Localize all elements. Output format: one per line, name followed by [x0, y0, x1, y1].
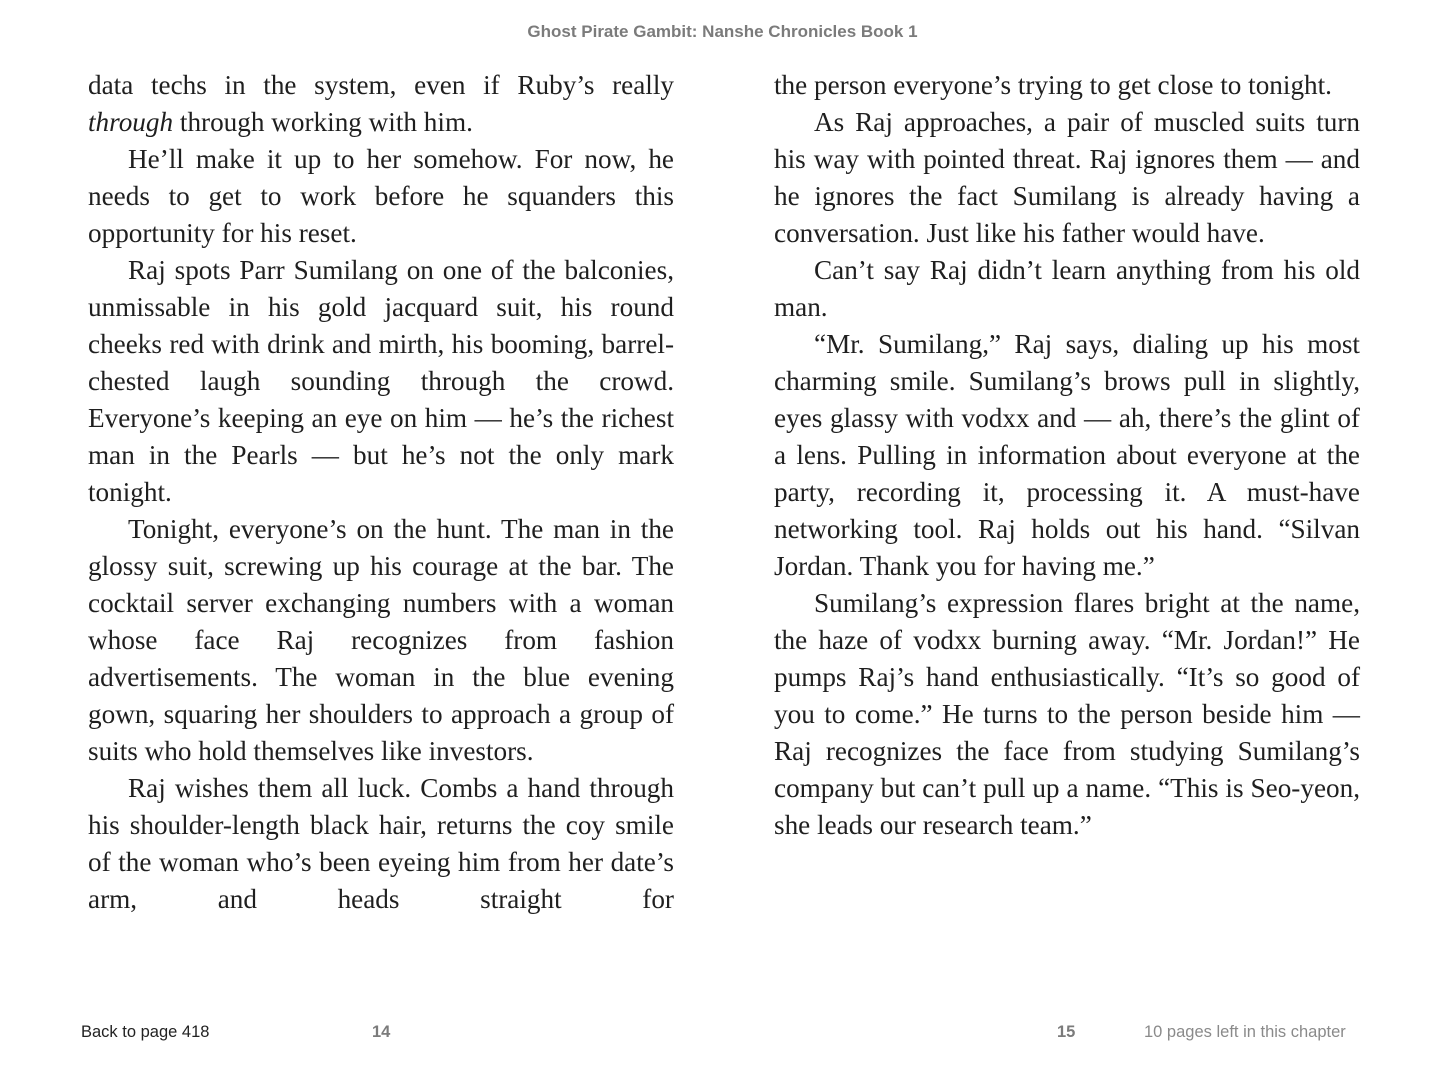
paragraph: Raj wishes them all luck. Combs a hand through his shoulder-length black hair, returns the coy smile of the woman who’s been eyeing him from her date’s arm, and heads straight for [88, 773, 674, 914]
pages-left-in-chapter: 10 pages left in this chapter [1144, 1023, 1346, 1041]
paragraph: Tonight, everyone’s on the hunt. The man in the glossy suit, screwing up his courage at the bar. The cocktail server exchanging numbers with a woman whose face Raj recognizes from fashion advertisements. The woman in the blue evening gown, squaring her shoulders to approach a group of suits who hold themselves like investors. [88, 514, 674, 766]
back-to-page-link[interactable]: Back to page 418 [81, 1023, 210, 1041]
left-page [88, 67, 674, 918]
paragraph: As Raj approaches, a pair of muscled suits turn his way with pointed threat. Raj ignores them — and he ignores the fact Sumilang is already having a conversation. Just like his father would have. [774, 107, 1360, 248]
italic-text: through [88, 107, 174, 137]
paragraph: the person everyone’s trying to get close to tonight. [774, 70, 1332, 100]
right-page [774, 67, 1360, 844]
left-page-number: 14 [372, 1023, 391, 1041]
paragraph: Sumilang’s expression flares bright at the name, the haze of vodxx burning away. “Mr. Jordan!” He pumps Raj’s hand enthusiastically. “It’s so good of you to come.” He turns to the person beside him — Raj recognizes the face from studying Sumilang’s company but can’t pull up a name. “This is Seo-yeon, she leads our research team.” [774, 588, 1360, 840]
book-title: Ghost Pirate Gambit: Nanshe Chronicles Book 1 [527, 22, 918, 41]
right-page-number: 15 [1057, 1023, 1076, 1041]
paragraph-text: data techs in the system, even if Ruby’s really [88, 70, 674, 100]
paragraph: “Mr. Sumilang,” Raj says, dialing up his most charming smile. Sumilang’s brows pull in slightly, eyes glassy with vodxx and — ah, there’s the glint of a lens. Pulling in information about everyone at the party, recording it, processing it. A must-have networking tool. Raj holds out his hand. “Silvan Jordan. Thank you for having me.” [774, 329, 1360, 581]
paragraph-text: through working with him. [173, 107, 473, 137]
paragraph: Raj spots Parr Sumilang on one of the balconies, unmissable in his gold jacquard suit, his round cheeks red with drink and mirth, his booming, barrel-chested laugh sounding through the crowd. Everyone’s keeping an eye on him — he’s the richest man in the Pearls — but he’s not the only mark tonight. [88, 255, 674, 507]
paragraph: Can’t say Raj didn’t learn anything from his old man. [774, 255, 1360, 322]
paragraph [88, 67, 674, 141]
paragraph: He’ll make it up to her somehow. For now, he needs to get to work before he squanders this opportunity for his reset. [88, 144, 674, 248]
